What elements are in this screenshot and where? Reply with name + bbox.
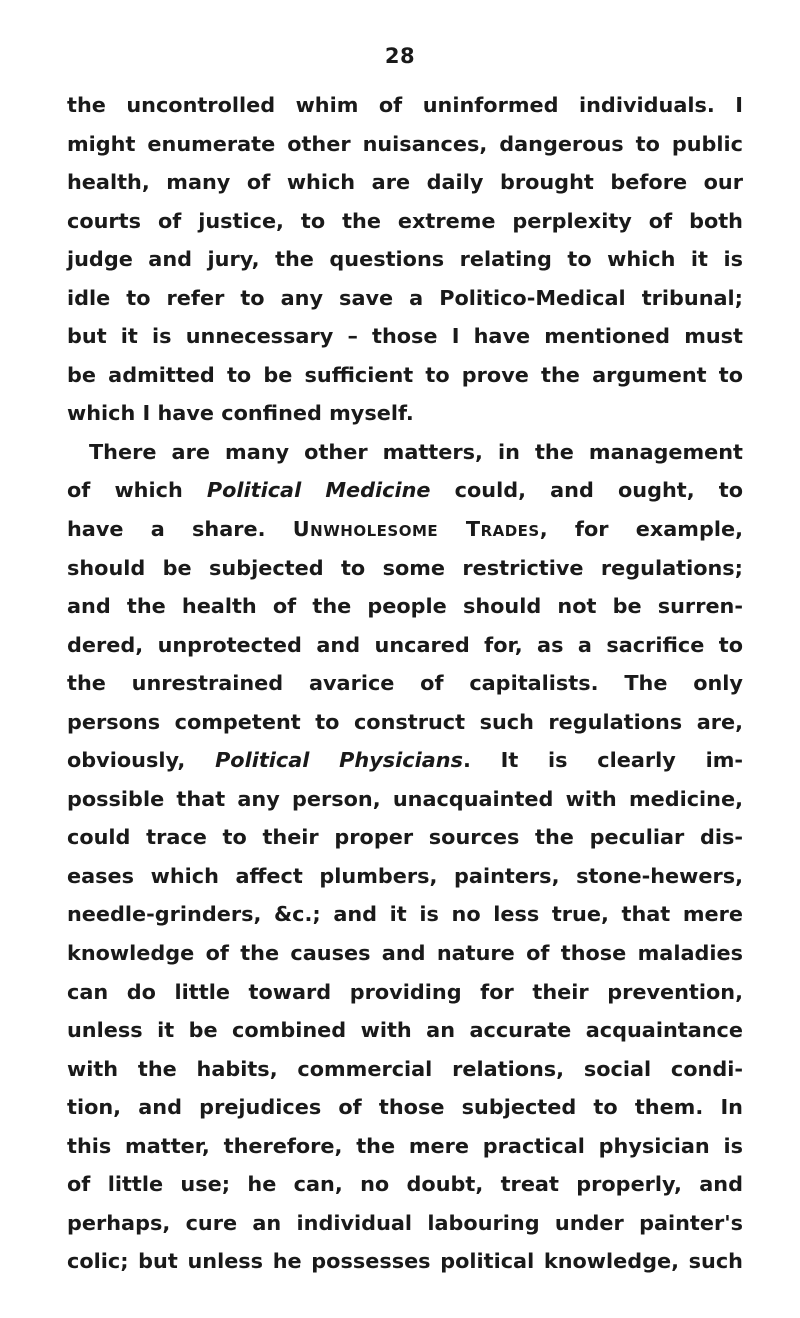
text-segment: might enumerate other nuisances, dangerous to public [67,131,743,156]
text-segment: could trace to their proper sources the peculiar dis- [67,825,743,850]
text-segment: could, and ought, to [430,478,743,503]
text-segment: unless it be combined with an accurate acquaintance [67,1018,743,1043]
small-caps-phrase: Unwholesome Trades [292,517,540,542]
text-line [67,780,743,819]
text-segment: health, many of which are daily brought before our [67,170,743,195]
text-line [67,664,743,703]
text-line [67,857,743,896]
text-segment: possible that any person, unacquainted with medicine, [67,786,743,811]
text-line [67,163,743,202]
text-line [67,549,743,588]
text-segment: knowledge of the causes and nature of those maladies [67,941,743,966]
text-line [67,973,743,1012]
text-line [67,471,743,510]
text-line [67,317,743,356]
text-segment: colic; but unless he possesses political knowledge, such [67,1249,743,1274]
text-line [67,1165,743,1204]
text-line [67,703,743,742]
text-line [67,818,743,857]
text-segment: courts of justice, to the extreme perplexity of both [67,208,743,233]
page-number: 28 [384,44,416,68]
text-line [67,895,743,934]
text-segment: which I have confined myself. [67,401,414,426]
text-line [67,433,743,472]
text-line [67,1011,743,1050]
italic-phrase: Political Physicians [215,748,463,773]
text-segment: but it is unnecessary – those I have mentioned must [67,324,743,349]
text-segment: idle to refer to any save a Politico-Medical tribunal; [67,285,743,310]
text-segment: persons competent to construct such regulations are, [67,709,743,734]
text-line [67,279,743,318]
text-line [67,1127,743,1166]
text-line [67,1050,743,1089]
text-segment: can do little toward providing for their prevention, [67,979,743,1004]
text-line [67,202,743,241]
text-segment: . It is clearly im- [462,748,744,773]
text-segment: have a share. [67,517,293,542]
text-segment: be admitted to be sufficient to prove the argument to [67,362,743,387]
text-line [67,626,743,665]
text-line [67,1088,743,1127]
text-segment: tion, and prejudices of those subjected to them. In [67,1095,743,1120]
text-segment: judge and jury, the questions relating to which it is [67,247,743,272]
text-line [67,587,743,626]
text-line [67,240,743,279]
text-segment: this matter, therefore, the mere practical physician is [67,1133,743,1158]
text-segment: of little use; he can, no doubt, treat properly, and [67,1172,743,1197]
text-segment: eases which affect plumbers, painters, stone-hewers, [67,863,743,888]
text-segment: dered, unprotected and uncared for, as a sacrifice to [67,632,743,657]
text-segment: should be subjected to some restrictive regulations; [67,555,743,580]
text-line [67,1242,743,1281]
text-line [67,356,743,395]
body-text [67,86,743,1281]
text-line [67,125,743,164]
text-segment: needle-grinders, &c.; and it is no less true, that mere [67,902,743,927]
text-segment: obviously, [67,748,216,773]
text-segment: with the habits, commercial relations, social condi- [67,1056,743,1081]
text-segment: of which [67,478,207,503]
text-line [67,741,743,780]
text-segment: the unrestrained avarice of capitalists. The only [67,671,743,696]
text-line [67,86,743,125]
text-segment: , for example, [539,517,743,542]
text-segment: perhaps, cure an individual labouring under painter's [67,1210,743,1235]
text-line [67,934,743,973]
text-line [67,394,743,433]
text-line [67,510,743,549]
text-segment: the uncontrolled whim of uninformed individuals. I [67,93,743,117]
text-segment: There are many other matters, in the management [89,439,743,464]
text-segment: and the health of the people should not be surren- [67,594,743,619]
italic-phrase: Political Medicine [206,478,431,503]
text-line [67,1204,743,1243]
